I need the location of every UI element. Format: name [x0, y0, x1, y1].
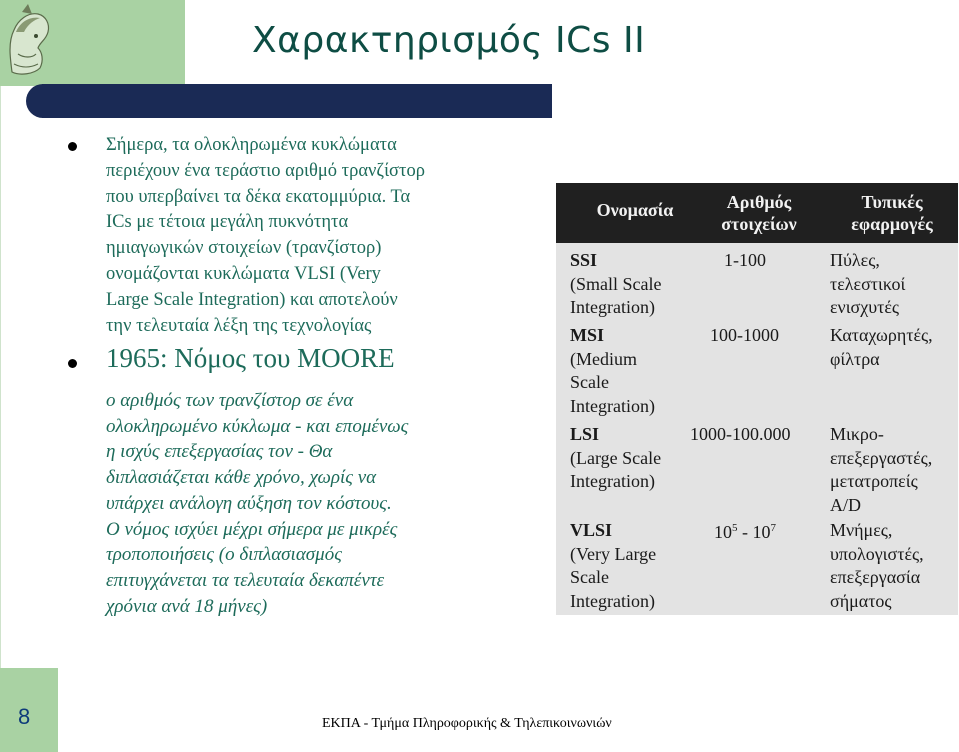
header-text: εφαρμογές	[851, 214, 933, 234]
header-text: στοιχείων	[721, 214, 797, 234]
moore-law-heading: 1965: Νόμος του MOORE	[106, 343, 395, 373]
slide-title: Χαρακτηρισμός ICs II	[252, 20, 646, 61]
text-line: η ισχύς επεξεργασίας τον - Θα	[106, 441, 333, 463]
row-desc: Integration)	[570, 395, 655, 416]
text-line: που υπερβαίνει τα δέκα εκατομμύρια. Τα	[106, 186, 411, 207]
row-name: LSI	[570, 424, 600, 444]
table-row-vlsi-apps	[830, 519, 924, 613]
table-row-lsi-apps	[830, 423, 932, 517]
text-line: ο αριθμός των τρανζίστορ σε ένα	[106, 390, 354, 411]
count-base: 10	[752, 522, 771, 542]
row-desc: (Very Large	[570, 543, 657, 564]
row-app: Μνήμες,	[830, 520, 893, 540]
row-app: σήματος	[830, 590, 892, 611]
header-text: Τυπικές	[861, 192, 923, 212]
ic-classification-table	[556, 183, 958, 615]
table-row-ssi-count: 1-100	[724, 250, 766, 270]
count-base: 10	[714, 522, 732, 542]
footer-text: ΕΚΠΑ - Τμήμα Πληροφορικής & Τηλεπικοινωνιών	[322, 716, 612, 731]
bullet-icon	[68, 142, 77, 151]
table-row-msi-count: 100-1000	[710, 325, 779, 345]
row-app: φίλτρα	[830, 348, 880, 369]
table-row-lsi-name	[570, 423, 661, 494]
text-line: περιέχουν ένα τεράστιο αριθμό τρανζίστορ	[106, 160, 425, 181]
text-line: τροποποιήσεις (ο διπλασιασμός	[106, 544, 342, 566]
header-text: Ονομασία	[596, 200, 674, 220]
left-margin-strip	[0, 86, 59, 706]
row-desc: (Medium	[570, 348, 637, 369]
row-desc: (Large Scale	[570, 447, 662, 468]
count-exponent: 7	[770, 522, 776, 534]
row-desc: Integration)	[570, 297, 655, 317]
header-apps	[826, 191, 958, 235]
row-app: Μικρο-	[830, 424, 884, 444]
row-desc: (Small Scale	[570, 273, 662, 294]
header-count	[694, 191, 824, 235]
page-number: 8	[18, 704, 31, 729]
title-underline-bar	[42, 84, 552, 118]
text-line: Ο νόμος ισχύει μέχρι σήμερα με μικρές	[106, 518, 398, 540]
table-row-vlsi-count	[714, 521, 776, 545]
table-row-vlsi-name	[570, 519, 656, 613]
row-name: MSI	[570, 325, 605, 345]
bullet-icon	[68, 359, 77, 368]
row-name: SSI	[570, 250, 598, 270]
text-line: υπάρχει ανάλογη αύξηση τον κόστους.	[106, 492, 392, 514]
row-desc: Scale	[570, 567, 609, 587]
athena-head-logo-icon	[2, 2, 54, 82]
row-app: ενισχυτές	[830, 297, 900, 317]
text-line: ονομάζονται κυκλώματα VLSI (Very	[106, 263, 381, 284]
row-desc: Integration)	[570, 590, 655, 611]
table-row-ssi-apps	[830, 249, 905, 320]
row-name: VLSI	[570, 520, 613, 540]
text-line: Σήμερα, τα ολοκληρωμένα κυκλώματα	[106, 135, 397, 155]
moore-law-description	[106, 388, 408, 619]
row-app: Καταχωρητές,	[830, 325, 933, 345]
text-line: ολοκληρωμένο κύκλωμα - και επομένως	[106, 415, 409, 437]
text-line: επιτυγχάνεται τα τελευταία δεκαπέντε	[106, 569, 385, 591]
table-row-lsi-count: 1000-100.000	[690, 424, 791, 444]
row-app: επεξεργαστές,	[830, 447, 933, 468]
row-desc: Scale	[570, 372, 609, 392]
text-line: χρόνια ανά 18 μήνες)	[106, 595, 268, 617]
header-name	[560, 199, 710, 221]
row-app: A/D	[830, 494, 861, 515]
row-app: υπολογιστές,	[830, 543, 924, 564]
table-row-ssi-name	[570, 249, 661, 320]
row-app: επεξεργασία	[830, 567, 921, 587]
row-desc: Integration)	[570, 471, 655, 491]
row-app: μετατροπείς	[830, 471, 918, 491]
text-line: Large Scale Integration) και αποτελούν	[106, 289, 398, 310]
table-row-msi-name	[570, 324, 655, 418]
row-app: τελεστικοί	[830, 273, 906, 294]
count-exponent: 5	[732, 522, 738, 534]
table-row-msi-apps	[830, 324, 933, 371]
text-line: διπλασιάζεται κάθε χρόνο, χωρίς να	[106, 467, 377, 489]
row-app: Πύλες,	[830, 250, 880, 270]
text-line: την τελευταία λέξη της τεχνολογίας	[106, 315, 372, 336]
text-line: ημιαγωγικών στοιχείων (τρανζίστορ)	[106, 238, 382, 259]
header-text: Αριθμός	[726, 192, 792, 212]
count-separator: -	[737, 522, 753, 542]
text-line: ICs με τέτοια μεγάλη πυκνότητα	[106, 212, 349, 233]
bullet-paragraph-ics	[106, 133, 506, 339]
